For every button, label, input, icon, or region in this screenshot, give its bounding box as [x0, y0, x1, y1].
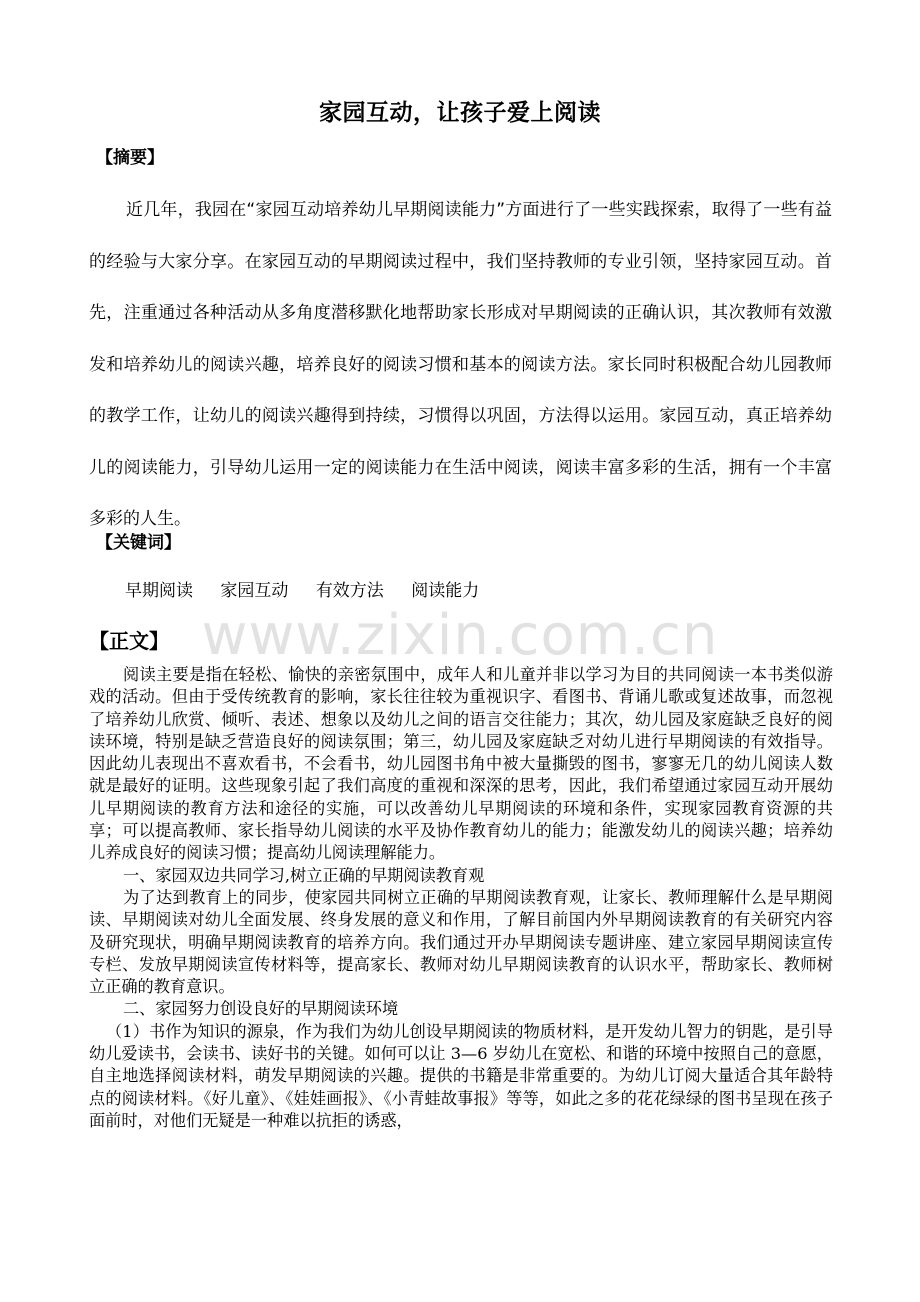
abstract-heading: 【摘要】: [96, 148, 164, 168]
keywords-heading: 【关键词】: [96, 533, 181, 553]
section-heading: 二、家园努力创设良好的早期阅读环境: [123, 999, 399, 1019]
body-paragraph: 为了达到教育上的同步，使家园共同树立正确的早期阅读教育观，让家长、教师理解什么是早期阅读、早期阅读对幼儿全面发展、终身发展的意义和作用，了解目前国内外早期阅读教育的有关研究内容及研究现状，明确早期阅读教育的培养方向。我们通过开办早期阅读专题讲座、建立家园早期阅读宣传专栏、发放早期阅读宣传材料等，提高家长、教师对幼儿早期阅读教育的认识水平，帮助家长、教师树立正确的教育意识。: [89, 887, 833, 997]
watermark: www.zixin.com.cn: [201, 603, 719, 668]
keywords-list: [125, 578, 501, 604]
document-title: 家园互动，让孩子爱上阅读: [319, 100, 601, 126]
body-text: [89, 664, 833, 1132]
body-heading: 【正文】: [89, 629, 169, 653]
body-paragraph: （1）书作为知识的源泉，作为我们为幼儿创设早期阅读的物质材料，是开发幼儿智力的钥匙，是引导幼儿爱读书，会读书、读好书的关键。如何可以让 3—6 岁幼儿在宽松、和谐的环境中按照自己的意愿，自主地选择阅读材料，萌发早期阅读的兴趣。提供的书籍是非常重要的。为幼儿订阅大量适合其年龄特点的阅读材料。《好儿童》、《娃娃画报》、《小青蛙故事报》等等，如此之多的花花绿绿的图书呈现在孩子面前时，对他们无疑是一种难以抗拒的诱惑，: [89, 1021, 833, 1130]
keyword-item: 有效方法: [315, 581, 384, 601]
keyword-item: 阅读能力: [411, 581, 480, 601]
section-heading: 一、家园双边共同学习,树立正确的早期阅读教育观: [123, 865, 485, 885]
body-paragraph: 阅读主要是指在轻松、愉快的亲密氛围中，成年人和儿童并非以学习为目的共同阅读一本书类似游戏的活动。但由于受传统教育的影响，家长往往较为重视识字、看图书、背诵儿歌或复述故事，而忽视了培养幼儿欣赏、倾听、表述、想象以及幼儿之间的语言交往能力；其次，幼儿园及家庭缺乏良好的阅读环境，特别是缺乏营造良好的阅读氛围；第三，幼儿园及家庭缺乏对幼儿进行早期阅读的有效指导。因此幼儿表现出不喜欢看书，不会看书，幼儿园图书角中被大量撕毁的图书，寥寥无几的幼儿阅读人数就是最好的证明。这些现象引起了我们高度的重视和深深的思考，因此，我们希望通过家园互动开展幼儿早期阅读的教育方法和途径的实施，可以改善幼儿早期阅读的环境和条件，实现家园教育资源的共享；可以提高教师、家长指导幼儿阅读的水平及协作教育幼儿的能力；能激发幼儿的阅读兴趣；培养幼儿养成良好的阅读习惯；提高幼儿阅读理解能力。: [89, 665, 833, 863]
keyword-item: 早期阅读: [125, 581, 193, 601]
abstract-text: 近几年，我园在“家园互动培养幼儿早期阅读能力”方面进行了一些实践探索，取得了一些有益的经验与大家分享。在家园互动的早期阅读过程中，我们坚持教师的专业引领，坚持家园互动。首先，注重通过各种活动从多角度潜移默化地帮助家长形成对早期阅读的正确认识，其次教师有效激发和培养幼儿的阅读兴趣，培养良好的阅读习惯和基本的阅读方法。家长同时积极配合幼儿园教师的教学工作，让幼儿的阅读兴趣得到持续，习惯得以巩固，方法得以运用。家园互动，真正培养幼儿的阅读能力，引导幼儿运用一定的阅读能力在生活中阅读，阅读丰富多彩的生活，拥有一个丰富多彩的人生。: [89, 200, 832, 529]
keyword-item: 家园互动: [220, 581, 289, 601]
